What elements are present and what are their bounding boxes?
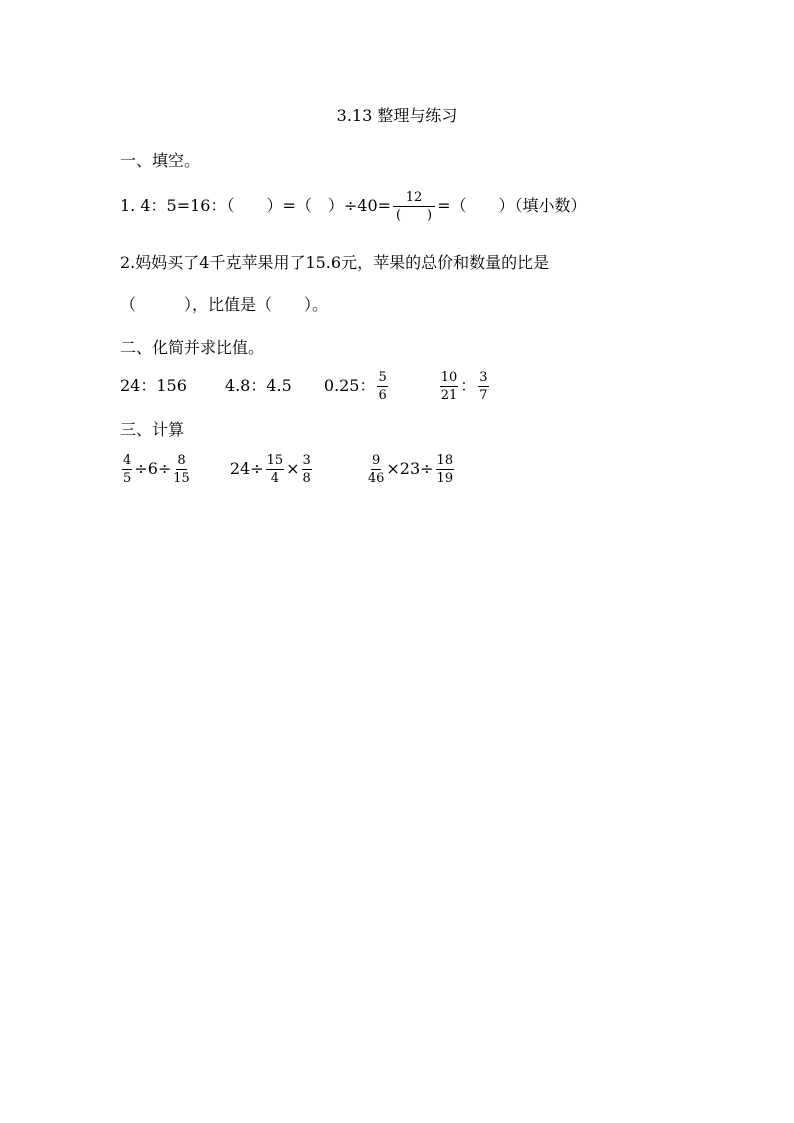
fraction-numerator: 12 bbox=[393, 190, 435, 207]
question-1-fraction bbox=[393, 190, 435, 223]
fraction-denominator: 4 bbox=[270, 470, 279, 486]
question-1-suffix: =（ ）（填小数） bbox=[437, 196, 587, 215]
section1-heading: 一、填空。 bbox=[120, 151, 201, 170]
ratio-item-3-fraction bbox=[377, 370, 387, 403]
question-1-prefix: 1. 4：5=16：（ ）=（ ）÷40= bbox=[120, 196, 392, 215]
fraction-denominator: 21 bbox=[440, 387, 458, 403]
question-1 bbox=[120, 189, 586, 223]
ratio-item-4-separator: ： bbox=[460, 376, 477, 395]
fraction-denominator: 8 bbox=[302, 470, 311, 486]
fraction-numerator: 3 bbox=[479, 369, 488, 385]
fraction-denominator: 6 bbox=[378, 387, 387, 403]
fraction-denominator: ( ) bbox=[395, 207, 433, 223]
expr3-fraction-2 bbox=[436, 453, 455, 486]
fraction-denominator: 46 bbox=[367, 470, 385, 486]
section2-items bbox=[120, 369, 491, 403]
expr1-fraction-1 bbox=[122, 453, 132, 486]
fraction-numerator: 8 bbox=[177, 452, 186, 468]
section2-heading: 二、化简并求比值。 bbox=[120, 338, 265, 357]
expr2-operator: × bbox=[286, 459, 300, 478]
section3-heading: 三、计算 bbox=[120, 420, 185, 439]
expr2-prefix: 24÷ bbox=[229, 459, 264, 478]
page-title: 3.13 整理与练习 bbox=[336, 106, 458, 125]
expr3-fraction-1 bbox=[368, 453, 385, 486]
fraction-numerator: 10 bbox=[440, 369, 458, 385]
expr1-fraction-2 bbox=[173, 453, 190, 486]
question-2-line2: （ ），比值是（ ）。 bbox=[120, 295, 329, 314]
section3-expressions bbox=[120, 451, 456, 487]
ratio-item-3-prefix: 0.25： bbox=[323, 376, 376, 395]
ratio-item-2: 4.8：4.5 bbox=[224, 376, 292, 395]
fraction-denominator: 7 bbox=[479, 387, 488, 403]
fraction-denominator: 19 bbox=[436, 470, 454, 486]
expr2-fraction-2 bbox=[302, 453, 312, 486]
fraction-denominator: 5 bbox=[123, 470, 132, 486]
fraction-numerator: 4 bbox=[123, 452, 132, 468]
fraction-numerator: 9 bbox=[371, 452, 381, 468]
ratio-item-4-fraction-1 bbox=[440, 370, 459, 403]
fraction-numerator: 3 bbox=[302, 452, 311, 468]
expr1-operator: ÷6÷ bbox=[134, 459, 172, 478]
ratio-item-1: 24：156 bbox=[120, 376, 187, 395]
expr3-operator: ×23÷ bbox=[386, 459, 434, 478]
fraction-numerator: 15 bbox=[266, 452, 284, 468]
ratio-item-4-fraction-2 bbox=[478, 370, 488, 403]
question-2-line1: 2.妈妈买了4千克苹果用了15.6元，苹果的总价和数量的比是 bbox=[120, 253, 550, 272]
fraction-numerator: 18 bbox=[436, 452, 454, 468]
expr2-fraction-1 bbox=[266, 453, 285, 486]
fraction-denominator: 15 bbox=[173, 470, 190, 486]
fraction-numerator: 5 bbox=[378, 369, 387, 385]
